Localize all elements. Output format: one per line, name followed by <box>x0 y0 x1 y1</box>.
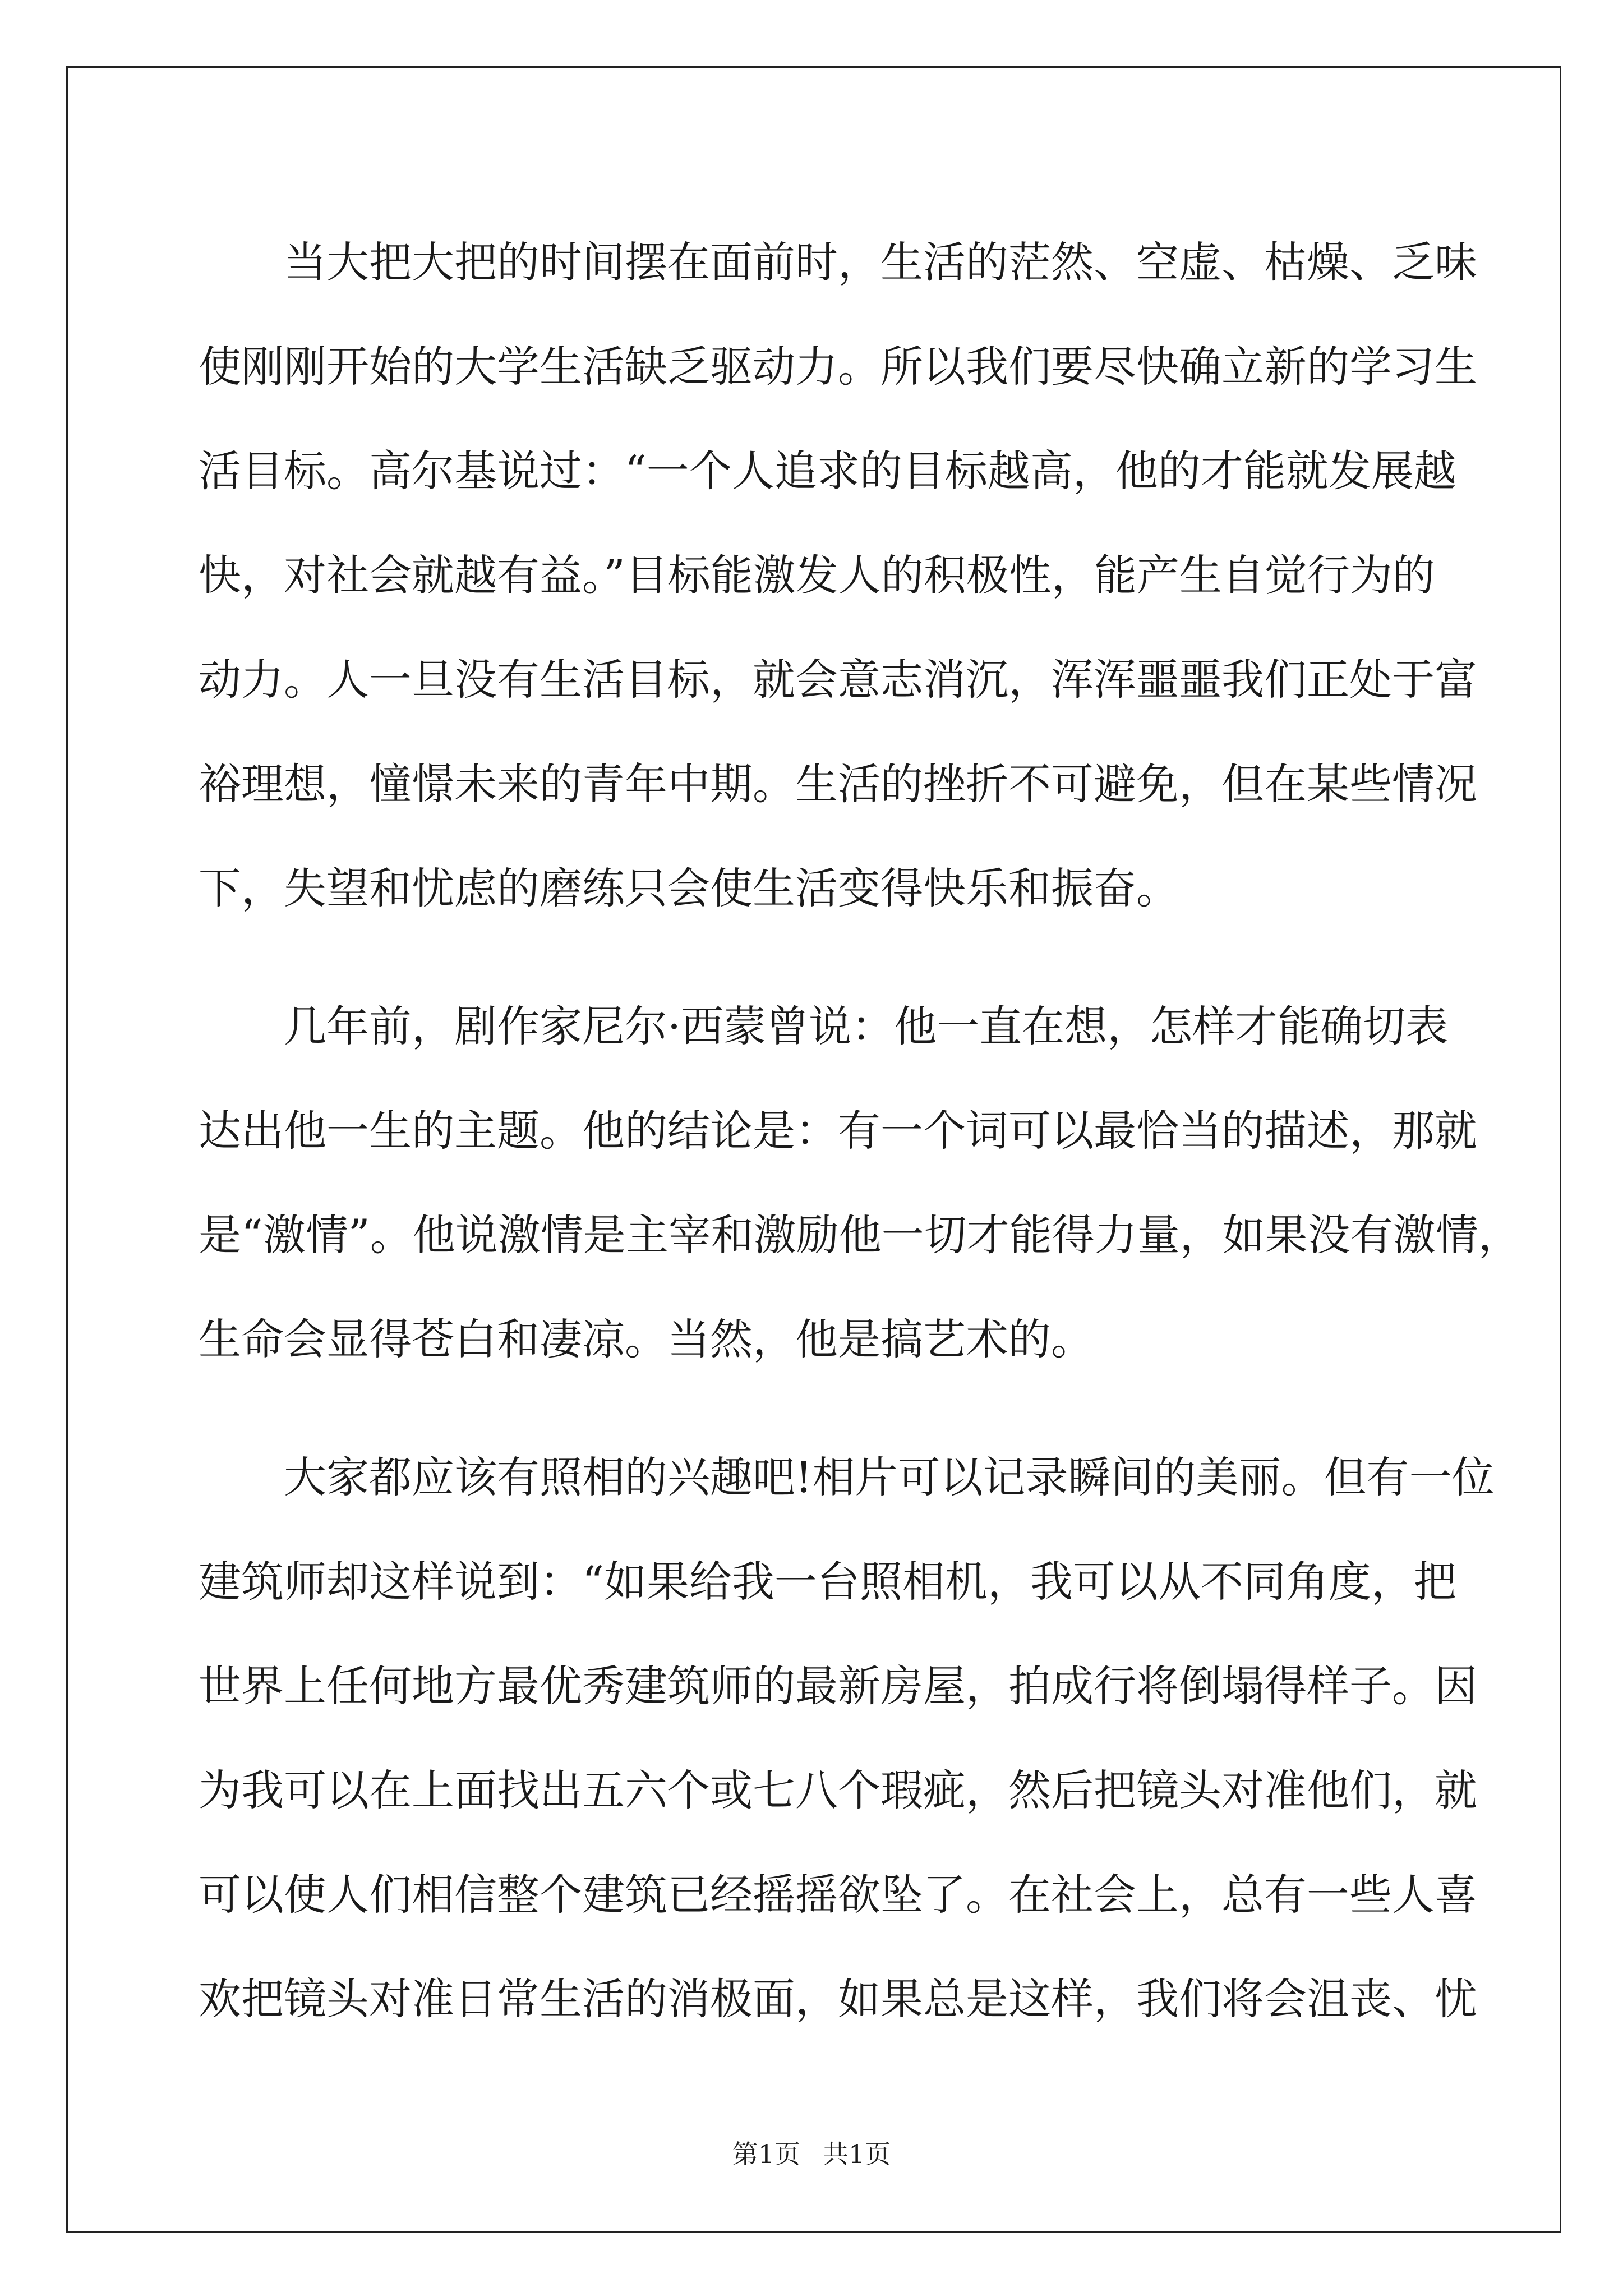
paragraph-spacer <box>199 1392 1428 1425</box>
paragraph-line: 裕理想，憧憬未来的青年中期。生活的挫折不可避免，但在某些情况 <box>199 759 1477 809</box>
paragraph-line: 大家都应该有照相的兴趣吧!相片可以记录瞬间的美丽。但有一位 <box>284 1452 1495 1502</box>
paragraph-3 <box>199 1425 1495 2051</box>
paragraph-2 <box>199 974 1521 1392</box>
article-body <box>199 210 1521 2051</box>
paragraph-line: 是“激情”。他说激情是主宰和激励他一切才能得力量，如果没有激情， <box>199 1210 1521 1260</box>
paragraph-line: 几年前，剧作家尼尔·西蒙曾说：他一直在想，怎样才能确切表 <box>284 1001 1449 1051</box>
paragraph-line: 达出他一生的主题。他的结论是：有一个词可以最恰当的描述，那就 <box>199 1106 1477 1156</box>
paragraph-line: 使刚刚开始的大学生活缺乏驱动力。所以我们要尽快确立新的学习生 <box>199 342 1477 392</box>
paragraph-line: 当大把大把的时间摆在面前时，生活的茫然、空虚、枯燥、乏味 <box>284 237 1477 287</box>
paragraph-line: 活目标。高尔基说过：“一个人追求的目标越高，他的才能就发展越 <box>199 446 1456 496</box>
paragraph-line: 欢把镜头对准日常生活的消极面，如果总是这样，我们将会沮丧、忧 <box>199 1974 1477 2024</box>
paragraph-line: 世界上任何地方最优秀建筑师的最新房屋，拍成行将倒塌得样子。因 <box>199 1661 1477 1711</box>
paragraph-line: 可以使人们相信整个建筑已经摇摇欲坠了。在社会上，总有一些人喜 <box>199 1870 1477 1920</box>
paragraph-line: 动力。人一旦没有生活目标，就会意志消沉，浑浑噩噩我们正处于富 <box>199 655 1477 705</box>
paragraph-line: 为我可以在上面找出五六个或七八个瑕疵，然后把镜头对准他们，就 <box>199 1765 1477 1815</box>
paragraph-line: 快，对社会就越有益。”目标能激发人的积极性，能产生自觉行为的 <box>199 550 1435 600</box>
page-footer <box>0 2137 1623 2171</box>
paragraph-line: 下，失望和忧虑的磨练只会使生活变得快乐和振奋。 <box>199 863 1179 913</box>
paragraph-line: 生命会显得苍白和凄凉。当然，他是搞艺术的。 <box>199 1314 1094 1364</box>
page-number-current: 第1页 <box>732 2139 800 2169</box>
paragraph-1 <box>199 210 1477 941</box>
paragraph-line: 建筑师却这样说到：“如果给我一台照相机，我可以从不同角度，把 <box>199 1557 1456 1607</box>
page-number-total: 共1页 <box>823 2139 891 2169</box>
paragraph-spacer <box>199 941 1428 974</box>
